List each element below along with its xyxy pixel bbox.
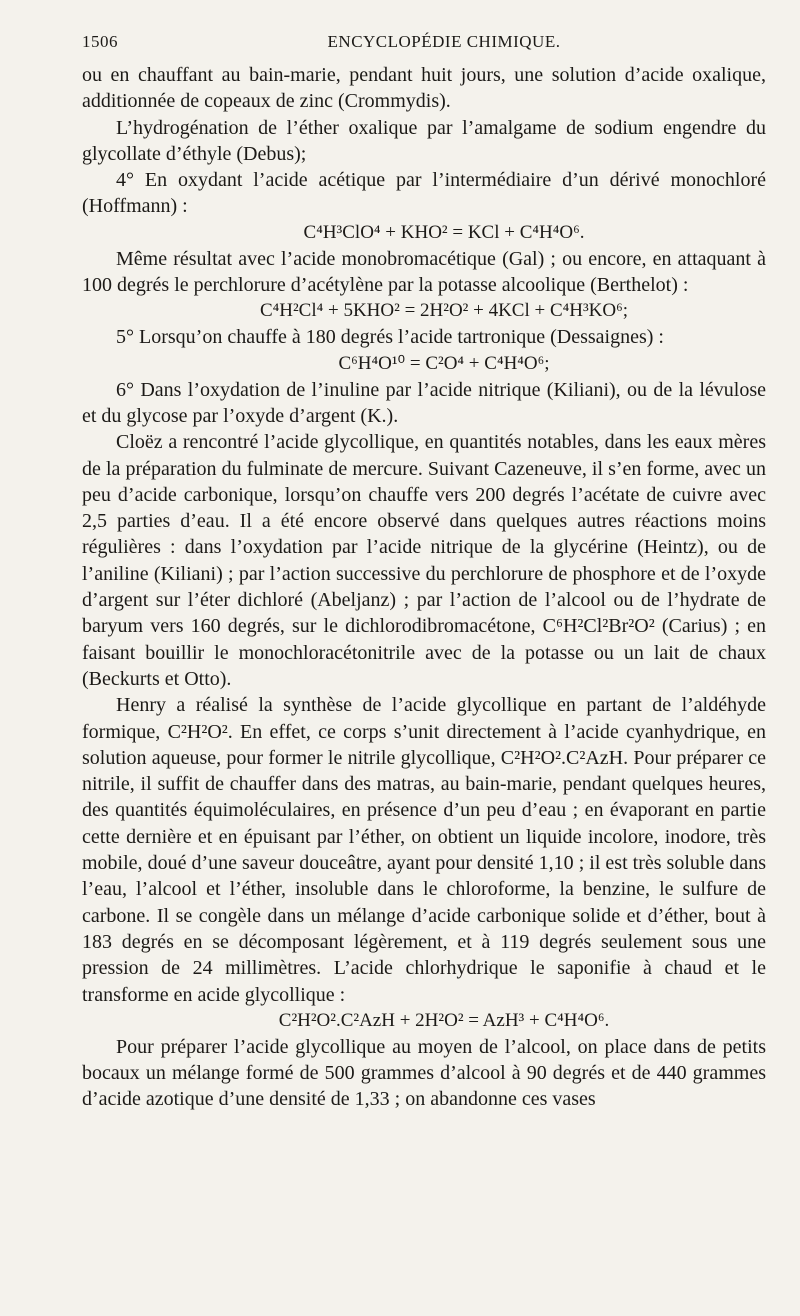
paragraph-item-5: 5° Lorsqu’on chauffe à 180 degrés l’acide tartronique (Dessaignes) : bbox=[116, 326, 664, 349]
paragraph-item-4: 4° En oxydant l’acide acétique par l’intermédiaire d’un dérivé monochloré (Hoffmann) : bbox=[82, 169, 766, 218]
equation-1: C⁴H³ClO⁴ + KHO² = KCl + C⁴H⁴O⁶. bbox=[303, 221, 585, 243]
page-header bbox=[82, 32, 766, 56]
paragraph-alcohol-preparation: Pour préparer l’acide glycollique au moyen de l’alcool, on place dans de petits bocaux un mélange formé de 500 grammes d’alcool à 90 degrés et de 440 grammes d’acide azotique d’une densité de 1,33 ; on abandonne ces vases bbox=[82, 1035, 766, 1111]
paragraph-continuation: ou en chauffant au bain-marie, pendant huit jours, une solution d’acide oxalique, additionnée de copeaux de zinc (Crommydis). bbox=[82, 64, 766, 113]
paragraph-item-6: 6° Dans l’oxydation de l’inuline par l’acide nitrique (Kiliani), ou de la lévulose et du glycose par l’oxyde d’argent (K.). bbox=[82, 378, 766, 427]
equation-2: C⁴H²Cl⁴ + 5KHO² = 2H²O² + 4KCl + C⁴H³KO⁶; bbox=[259, 300, 629, 322]
equation-3: C⁶H⁴O¹⁰ = C²O⁴ + C⁴H⁴O⁶; bbox=[338, 352, 550, 374]
page-body bbox=[82, 62, 766, 1113]
paragraph-henry-synthesis: Henry a réalisé la synthèse de l’acide glycollique en partant de l’aldéhyde formique, C²H²O². En effet, ce corps s’unit directement à l’acide cyanhydrique, en solution aqueuse, pour former le nitrile glycollique, C²H²O².C²AzH. Pour préparer ce nitrile, il suffit de chauffer dans des matras, au bain-marie, pendant quelques heures, des quantités équimoléculaires, en présence d’un peu d’eau ; en évaporant en partie cette dernière et en épuisant par l’éther, on obtient un liquide incolore, inodore, très mobile, doué d’une saveur douceâtre, ayant pour densité 1,10 ; il est très soluble dans l’eau, l’alcool et l’éther, insoluble dans le chloroforme, la benzine, le sulfure de carbone. Il se congèle dans un mélange d’acide carbonique solide et d’éther, bout à 183 degrés en se décomposant légèrement, et à 119 degrés seulement sous une pression de 24 millimètres. L’acide chlorhydrique le saponifie à chaud et le transforme en acide glycollique : bbox=[82, 694, 766, 1006]
paragraph-monobromacetic: Même résultat avec l’acide monobromacétique (Gal) ; ou encore, en attaquant à 100 degrés le perchlorure d’acétylène par la potasse alcoolique (Berthelot) : bbox=[82, 247, 766, 297]
paragraph-cloez: Cloëz a rencontré l’acide glycollique, en quantités notables, dans les eaux mères de la préparation du fulminate de mercure. Suivant Cazeneuve, il s’en forme, avec un peu d’acide carbonique, lorsqu’on chauffe vers 200 degrés l’acétate de cuivre avec 2,5 parties d’eau. Il a été encore observé dans quelques autres réactions moins régulières : dans l’oxydation par l’acide nitrique de la glycérine (Heintz), ou de l’aniline (Kiliani) ; par l’action successive du perchlorure de phosphore et de l’oxyde d’argent sur l’éter dichloré (Abeljanz) ; par l’action de l’alcool ou de l’hydrate de baryum vers 160 degrés, sur le dichlorodibromacétone, C⁶H²Cl²Br²O² (Carius) ; en faisant bouillir le monochloracétonitrile avec de la potasse ou un lait de chaux (Beckurts et Otto). bbox=[82, 431, 766, 690]
page-number: 1506 bbox=[82, 32, 118, 51]
running-head: ENCYCLOPÉDIE CHIMIQUE. bbox=[327, 32, 561, 51]
paragraph-hydrogenation: L’hydrogénation de l’éther oxalique par l’amalgame de sodium engendre du glycollate d’éthyle (Debus); bbox=[82, 116, 766, 165]
equation-4: C²H²O².C²AzH + 2H²O² = AzH³ + C⁴H⁴O⁶. bbox=[278, 1009, 610, 1031]
